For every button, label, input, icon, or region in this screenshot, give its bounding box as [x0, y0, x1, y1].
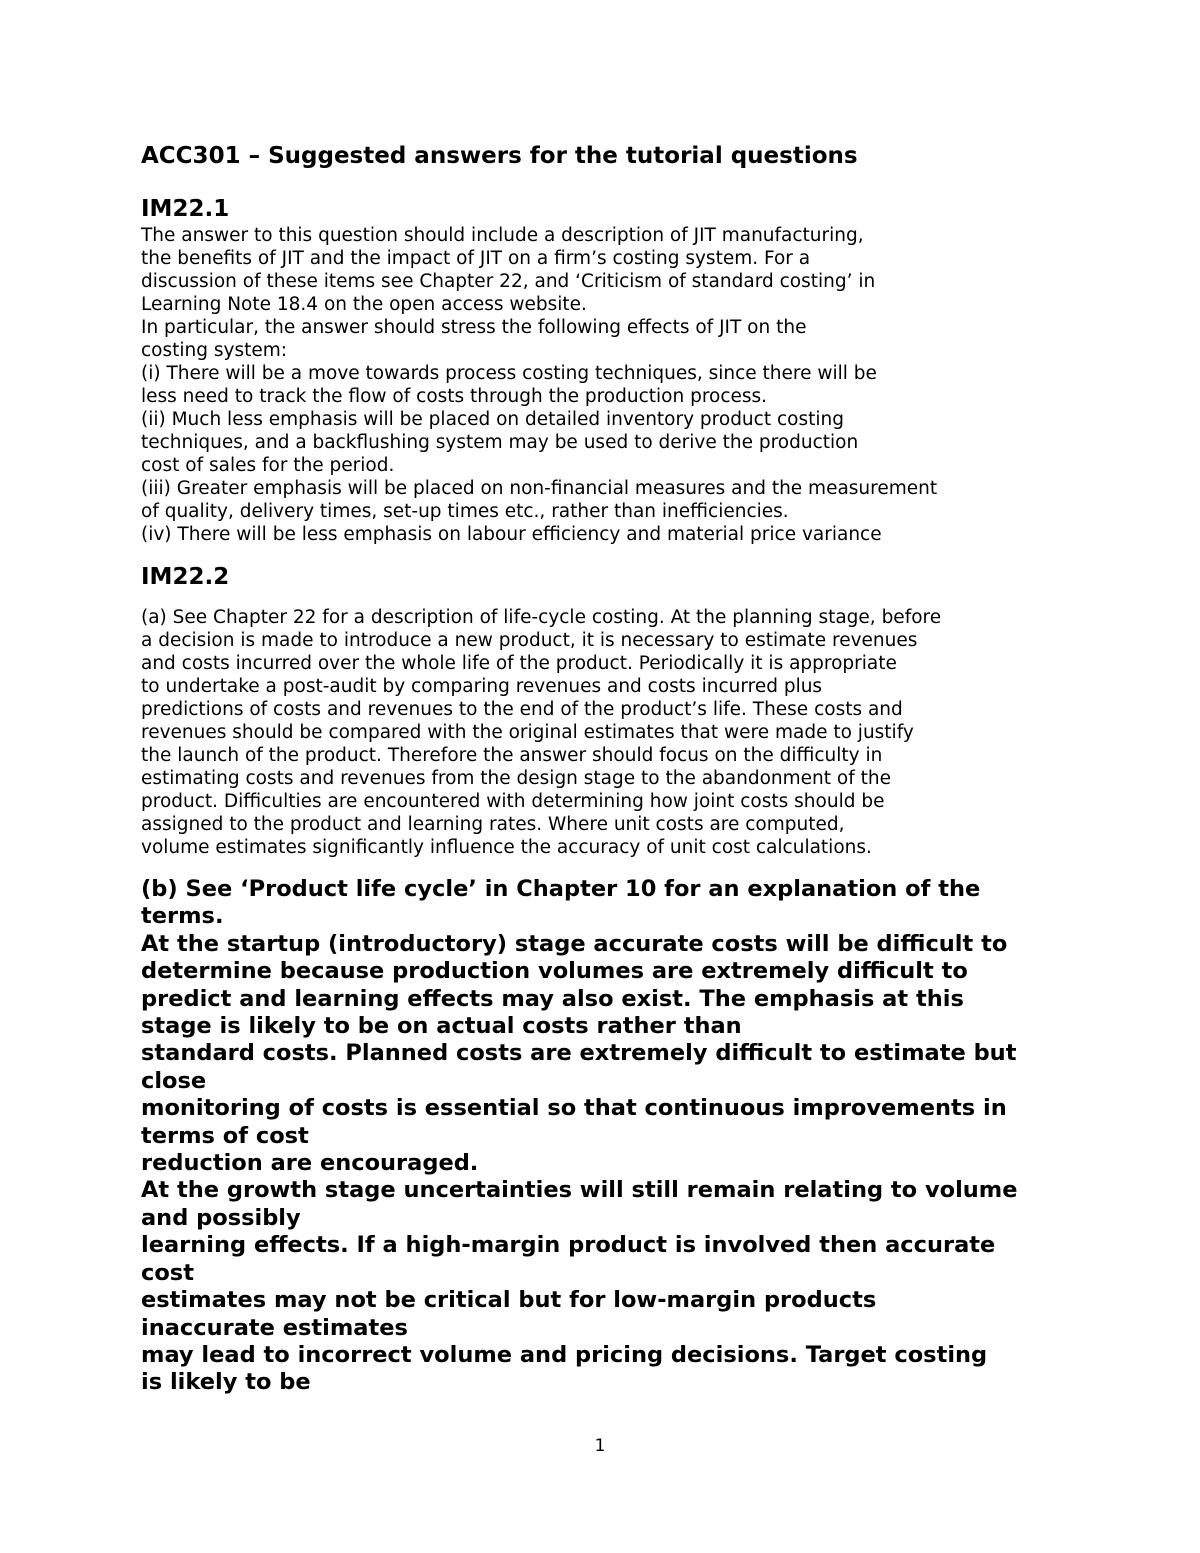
im22-2-part-a-text-line: predictions of costs and revenues to the end of the product’s life. These costs and	[141, 699, 903, 720]
section-heading-im22-1: IM22.1	[141, 196, 230, 222]
im22-2-part-b-paragraph	[141, 876, 1081, 1397]
im22-2-part-a-text-line: to undertake a post-audit by comparing revenues and costs incurred plus	[141, 676, 823, 697]
im22-1-answer-paragraph	[141, 224, 1081, 546]
im22-2-part-b-text-line: terms of cost	[141, 1122, 309, 1149]
im22-1-text-line: less need to track the flow of costs through the production process.	[141, 386, 768, 407]
im22-2-part-a-paragraph	[141, 606, 1081, 859]
im22-2-part-b-text-line: inaccurate estimates	[141, 1314, 408, 1341]
im22-2-part-b-text-line: may lead to incorrect volume and pricing decisions. Target costing	[141, 1341, 988, 1368]
im22-2-part-a-text-line: product. Difficulties are encountered with determining how joint costs should be	[141, 791, 885, 812]
im22-2-part-b-text-line: estimates may not be critical but for low-margin products	[141, 1287, 877, 1314]
im22-2-part-b-text-line: close	[141, 1067, 207, 1094]
im22-1-text-line: (i) There will be a move towards process costing techniques, since there will be	[141, 363, 877, 384]
im22-1-text-line: Learning Note 18.4 on the open access website.	[141, 294, 587, 315]
im22-1-text-line: the benefits of JIT and the impact of JIT on a firm’s costing system. For a	[141, 248, 811, 269]
im22-1-text-line: of quality, delivery times, set-up times etc., rather than inefficiencies.	[141, 501, 789, 522]
im22-2-part-b-text-line: predict and learning effects may also exist. The emphasis at this	[141, 985, 964, 1012]
im22-2-part-b-text-line: (b) See ‘Product life cycle’ in Chapter 10 for an explanation of the	[141, 876, 981, 902]
im22-2-part-b-text-line: monitoring of costs is essential so that continuous improvements in	[141, 1095, 1007, 1122]
im22-2-part-b-text-line: At the growth stage uncertainties will still remain relating to volume	[141, 1177, 1018, 1204]
im22-2-part-a-text-line: assigned to the product and learning rates. Where unit costs are computed,	[141, 814, 845, 835]
im22-2-part-b-text-line: and possibly	[141, 1204, 301, 1231]
document-title: ACC301 – Suggested answers for the tutorial questions	[141, 143, 858, 169]
im22-2-part-a-text-line: and costs incurred over the whole life of the product. Periodically it is appropriate	[141, 653, 897, 674]
im22-1-text-line: (iv) There will be less emphasis on labour efficiency and material price variance	[141, 524, 882, 545]
im22-1-text-line: techniques, and a backflushing system may be used to derive the production	[141, 432, 859, 453]
im22-2-part-b-text-line: determine because production volumes are extremely difficult to	[141, 958, 968, 985]
im22-2-part-b-text-line: cost	[141, 1259, 194, 1286]
im22-2-part-a-text-line: a decision is made to introduce a new product, it is necessary to estimate revenues	[141, 630, 918, 651]
im22-1-text-line: In particular, the answer should stress the following effects of JIT on the	[141, 317, 807, 338]
im22-2-part-a-text-line: estimating costs and revenues from the design stage to the abandonment of the	[141, 768, 891, 789]
im22-2-part-b-text-line: terms.	[141, 903, 224, 930]
im22-1-text-line: The answer to this question should include a description of JIT manufacturing,	[141, 225, 864, 246]
im22-1-text-line: costing system:	[141, 340, 287, 361]
im22-1-text-line: cost of sales for the period.	[141, 455, 395, 476]
section-heading-im22-2: IM22.2	[141, 564, 230, 590]
document-body	[141, 140, 1081, 1397]
im22-2-part-b-text-line: learning effects. If a high-margin product is involved then accurate	[141, 1232, 996, 1259]
im22-1-text-line: (iii) Greater emphasis will be placed on non-financial measures and the measurement	[141, 478, 938, 499]
im22-2-part-b-text-line: stage is likely to be on actual costs rather than	[141, 1013, 742, 1040]
im22-1-text-line: discussion of these items see Chapter 22, and ‘Criticism of standard costing’ in	[141, 271, 876, 292]
im22-2-part-a-text-line: (a) See Chapter 22 for a description of life-cycle costing. At the planning stage, before	[141, 607, 942, 628]
im22-2-part-b-text-line: At the startup (introductory) stage accurate costs will be difficult to	[141, 930, 1008, 957]
page-number: 1	[594, 1436, 606, 1456]
im22-1-text-line: (ii) Much less emphasis will be placed on detailed inventory product costing	[141, 409, 844, 430]
im22-2-part-a-text-line: the launch of the product. Therefore the answer should focus on the difficulty in	[141, 745, 883, 766]
im22-2-part-a-text-line: volume estimates significantly influence the accuracy of unit cost calculations.	[141, 837, 872, 858]
im22-2-part-a-text-line: revenues should be compared with the original estimates that were made to justify	[141, 722, 914, 743]
im22-2-part-b-text-line: is likely to be	[141, 1369, 311, 1396]
im22-2-part-b-text-line: reduction are encouraged.	[141, 1150, 479, 1177]
im22-2-part-b-text-line: standard costs. Planned costs are extremely difficult to estimate but	[141, 1040, 1017, 1067]
